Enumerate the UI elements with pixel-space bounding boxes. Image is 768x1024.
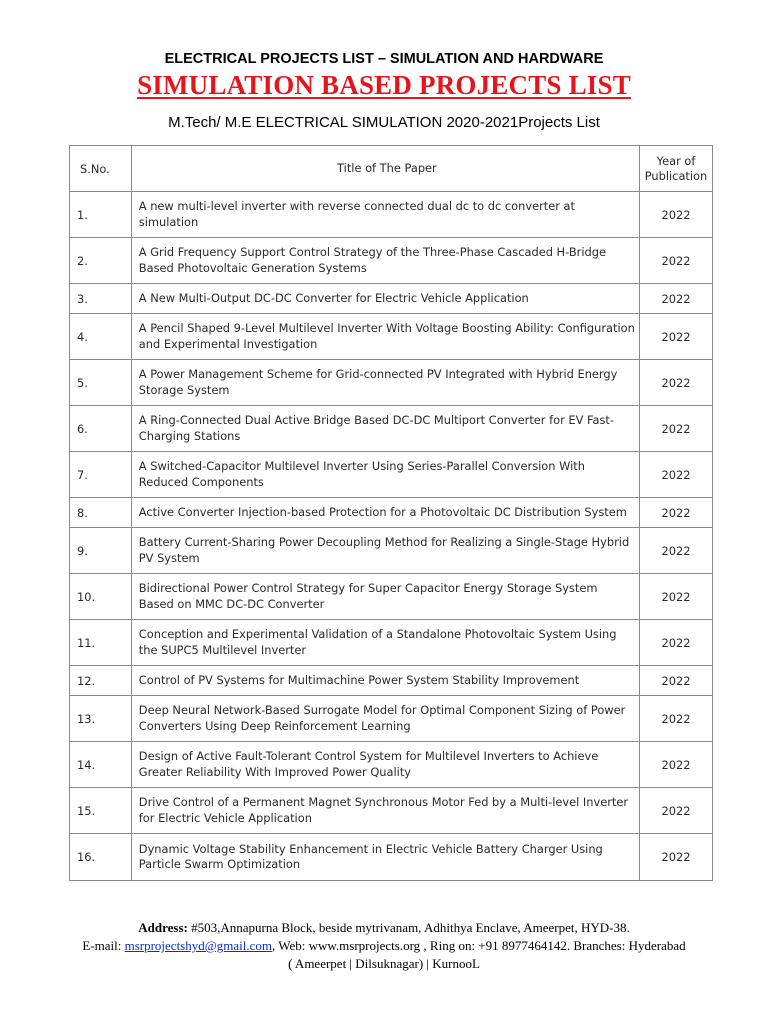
row-title: A Ring-Connected Dual Active Bridge Based DC-DC Multiport Converter for EV Fast-Charging Stations bbox=[132, 406, 640, 452]
table-row bbox=[70, 666, 712, 696]
row-title: A New Multi-Output DC-DC Converter for Electric Vehicle Application bbox=[132, 284, 640, 314]
row-title: A Pencil Shaped 9-Level Multilevel Inverter With Voltage Boosting Ability: Configuration and Experimental Investigation bbox=[132, 314, 640, 360]
address-text: #503,Annapurna Block, beside mytrivanam, Adhithya Enclave, Ameerpet, HYD-38. bbox=[187, 920, 630, 935]
row-year: 2022 bbox=[640, 284, 712, 314]
table-body bbox=[70, 192, 712, 880]
row-year: 2022 bbox=[640, 788, 712, 834]
row-year: 2022 bbox=[640, 696, 712, 742]
row-sno: 11. bbox=[70, 620, 132, 666]
row-sno: 2. bbox=[70, 238, 132, 284]
table-row bbox=[70, 314, 712, 360]
table-header-row bbox=[70, 146, 712, 192]
header-line-1: ELECTRICAL PROJECTS LIST – SIMULATION AND HARDWARE bbox=[164, 51, 604, 67]
row-year: 2022 bbox=[640, 498, 712, 528]
row-year: 2022 bbox=[661, 850, 691, 864]
table-row bbox=[70, 696, 712, 742]
row-title: Design of Active Fault-Tolerant Control System for Multilevel Inverters to Achieve Greater Reliability With Improved Power Quality bbox=[132, 742, 640, 788]
row-sno: 9. bbox=[70, 528, 132, 574]
column-header-year bbox=[640, 146, 712, 192]
row-title: Active Converter Injection-based Protection for a Photovoltaic DC Distribution System bbox=[132, 498, 640, 528]
main-title bbox=[0, 70, 768, 101]
row-title: A Switched-Capacitor Multilevel Inverter Using Series-Parallel Conversion With Reduced Components bbox=[132, 452, 640, 498]
row-sno: 1. bbox=[70, 192, 132, 238]
column-header-title: Title of The Paper bbox=[132, 146, 640, 192]
row-year: 2022 bbox=[640, 574, 712, 620]
row-title: Control of PV Systems for Multimachine Power System Stability Improvement bbox=[132, 666, 640, 696]
row-sno: 6. bbox=[70, 406, 132, 452]
sub-title: M.Tech/ M.E ELECTRICAL SIMULATION 2020-2021Projects List bbox=[168, 114, 600, 131]
table-row bbox=[70, 498, 712, 528]
row-year: 2022 bbox=[640, 666, 712, 696]
row-title: Drive Control of a Permanent Magnet Synchronous Motor Fed by a Multi-level Inverter for Electric Vehicle Application bbox=[132, 788, 640, 834]
table-row bbox=[70, 360, 712, 406]
row-title: Deep Neural Network-Based Surrogate Model for Optimal Component Sizing of Power Converters Using Deep Reinforcement Learning bbox=[132, 696, 640, 742]
row-year: 2022 bbox=[640, 238, 712, 284]
table-row bbox=[70, 452, 712, 498]
row-sno: 7. bbox=[70, 452, 132, 498]
row-sno: 3. bbox=[70, 284, 132, 314]
table-row bbox=[70, 742, 712, 788]
row-title: A new multi-level inverter with reverse connected dual dc to dc converter at simulation bbox=[132, 192, 640, 238]
row-year: 2022 bbox=[640, 192, 712, 238]
row-title: Conception and Experimental Validation of a Standalone Photovoltaic System Using the SUPC5 Multilevel Inverter bbox=[132, 620, 640, 666]
row-year: 2022 bbox=[640, 360, 712, 406]
contact-text: , Web: www.msrprojects.org , Ring on: +91 8977464142. Branches: Hyderabad bbox=[271, 938, 686, 953]
row-year: 2022 bbox=[640, 742, 712, 788]
row-year: 2022 bbox=[640, 620, 712, 666]
email-label: E-mail: bbox=[82, 938, 125, 953]
row-sno: 8. bbox=[70, 498, 132, 528]
row-year: 2022 bbox=[640, 406, 712, 452]
row-sno: 15. bbox=[70, 788, 132, 834]
row-sno: 5. bbox=[70, 360, 132, 406]
row-title: Battery Current-Sharing Power Decoupling Method for Realizing a Single-Stage Hybrid PV System bbox=[132, 528, 640, 574]
table-row bbox=[70, 238, 712, 284]
row-sno: 4. bbox=[70, 314, 132, 360]
table-row bbox=[70, 834, 712, 880]
row-sno: 16. bbox=[70, 834, 132, 880]
row-year: 2022 bbox=[640, 528, 712, 574]
table-row bbox=[70, 406, 712, 452]
footer-address-line bbox=[0, 919, 768, 937]
row-title: Dynamic Voltage Stability Enhancement in Electric Vehicle Battery Charger Using Particle Swarm Optimization bbox=[132, 834, 640, 880]
row-title: A Power Management Scheme for Grid-connected PV Integrated with Hybrid Energy Storage System bbox=[132, 360, 640, 406]
email-link[interactable]: msrprojectshyd@gmail.com bbox=[124, 938, 272, 953]
table-row bbox=[70, 788, 712, 834]
table-row bbox=[70, 284, 712, 314]
table-row bbox=[70, 528, 712, 574]
address-label: Address: bbox=[138, 920, 188, 935]
column-header-year-text: Year of Publication bbox=[644, 153, 708, 183]
row-year: 2022 bbox=[640, 452, 712, 498]
column-header-sno: S.No. bbox=[70, 146, 132, 192]
table-row bbox=[70, 620, 712, 666]
table-row bbox=[70, 192, 712, 238]
row-sno: 13. bbox=[70, 696, 132, 742]
table-row bbox=[70, 574, 712, 620]
footer bbox=[0, 919, 768, 973]
footer-branches-line: ( Ameerpet | Dilsuknagar) | KurnooL bbox=[288, 956, 480, 971]
row-year: 2022 bbox=[640, 314, 712, 360]
main-title-text: SIMULATION BASED PROJECTS LIST bbox=[137, 70, 631, 100]
row-sno: 14. bbox=[70, 742, 132, 788]
row-title: A Grid Frequency Support Control Strategy of the Three-Phase Cascaded H-Bridge Based Photovoltaic Generation Systems bbox=[132, 238, 640, 284]
row-sno: 10. bbox=[70, 574, 132, 620]
projects-table bbox=[69, 145, 713, 881]
row-title: Bidirectional Power Control Strategy for Super Capacitor Energy Storage System Based on MMC DC-DC Converter bbox=[132, 574, 640, 620]
footer-contact-line bbox=[0, 937, 768, 955]
row-sno: 12. bbox=[70, 666, 132, 696]
